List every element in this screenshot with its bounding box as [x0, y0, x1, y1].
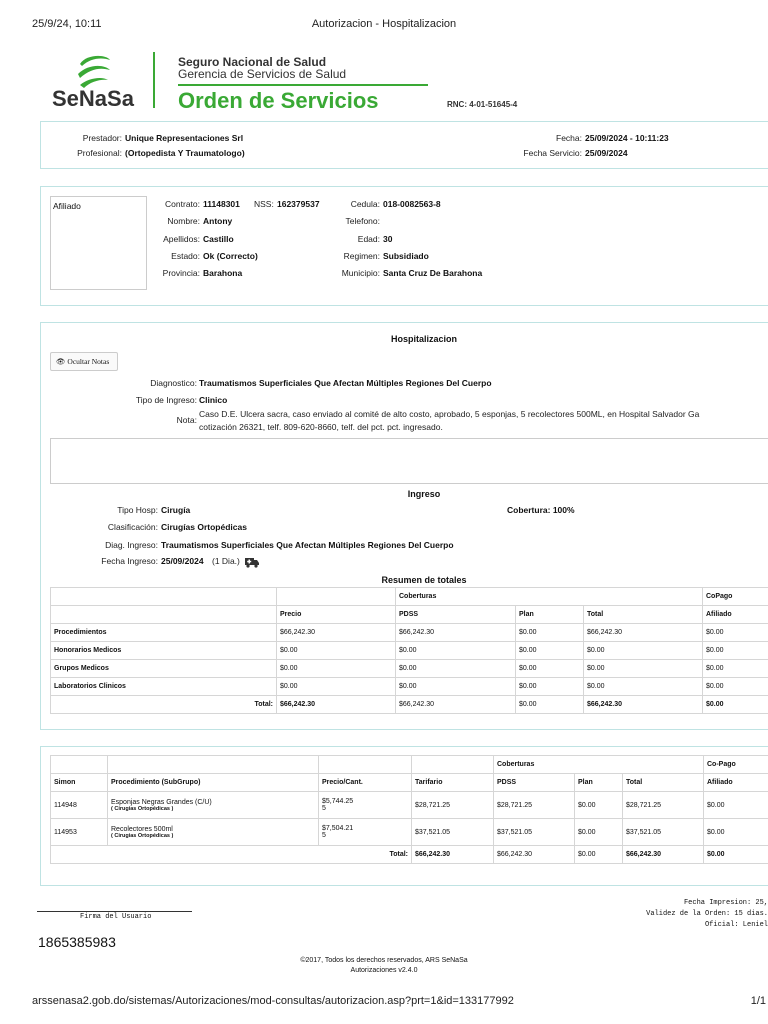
ocultar-notas-label: Ocultar Notas: [67, 357, 110, 366]
procedures-column-header: [51, 774, 768, 792]
col-procedimiento: Procedimiento (SubGrupo): [108, 774, 319, 792]
proc-copago-header: Co-Pago: [704, 756, 768, 774]
clasificacion-value: Cirugías Ortopédicas: [161, 522, 247, 532]
print-datetime: 25/9/24, 10:11: [32, 18, 102, 30]
affiliate-photo: [50, 196, 147, 290]
municipio-label: Municipio:: [341, 268, 380, 278]
table-row: [51, 660, 768, 678]
fecha-servicio-value: 25/09/2024: [585, 148, 628, 158]
proc-total-plan: $0.00: [575, 846, 623, 864]
tipo-ingreso-label: Tipo de Ingreso:: [135, 395, 197, 405]
cell-afiliado: $0.00: [703, 660, 768, 678]
provider-panel: [40, 121, 768, 169]
cell-total: $0.00: [584, 678, 703, 696]
cell-afiliado: $0.00: [704, 792, 768, 819]
col-afiliado: Afiliado: [703, 606, 768, 624]
procedure-name: Recolectores 500ml: [111, 825, 173, 833]
proc-coberturas-header: Coberturas: [494, 756, 704, 774]
total-row: [51, 846, 768, 864]
tipo-ingreso-value: Clinico: [199, 395, 228, 405]
row-name: Laboratorios Clinicos: [51, 678, 277, 696]
cell-plan: $0.00: [575, 819, 623, 846]
resumen-column-header: [51, 606, 768, 624]
eye-icon: 👁: [56, 357, 66, 366]
cell-total: $0.00: [584, 660, 703, 678]
ambulance-icon: [245, 555, 260, 573]
proc-total-tarifario: $66,242.30: [412, 846, 494, 864]
resumen-table: [50, 587, 768, 714]
cell-afiliado: $0.00: [703, 678, 768, 696]
document-title: Orden de Servicios: [178, 88, 379, 113]
row-name: Honorarios Medicos: [51, 642, 277, 660]
telefono-label: Telefono:: [345, 216, 380, 226]
estado-label: Estado:: [171, 251, 200, 261]
col-pdss: PDSS: [494, 774, 575, 792]
apellidos-label: Apellidos:: [163, 234, 200, 244]
cell-pdss: $66,242.30: [396, 624, 516, 642]
table-row: [51, 678, 768, 696]
validez-orden: Validez de la Orden: 15 dias.: [646, 910, 768, 918]
cedula-value: 018-0082563-8: [383, 199, 441, 209]
cell-afiliado: $0.00: [703, 624, 768, 642]
copago-header: CoPago: [703, 588, 768, 606]
cell-pdss: $37,521.05: [494, 819, 575, 846]
cell-precio: $66,242.30: [277, 624, 396, 642]
row-name: Procedimientos: [51, 624, 277, 642]
cell-precio-cant: [319, 792, 412, 819]
cell-pdss: $0.00: [396, 678, 516, 696]
regimen-value: Subsidiado: [383, 251, 429, 261]
cell-tarifario: $37,521.05: [412, 819, 494, 846]
estado-value: Ok (Correcto): [203, 251, 258, 261]
procedure-name: Esponjas Negras Grandes (C/U): [111, 798, 212, 806]
fecha-impresion: Fecha Impresion: 25,: [683, 899, 768, 907]
cell-precio: $0.00: [277, 660, 396, 678]
proc-total-pdss: $66,242.30: [494, 846, 575, 864]
cell-afiliado: $0.00: [704, 819, 768, 846]
firma-label: Firma del Usuario: [80, 913, 152, 921]
diag-ingreso-value: Traumatismos Superficiales Que Afectan Múltiples Regiones Del Cuerpo: [161, 540, 454, 550]
table-row: [51, 792, 768, 819]
profesional-label: Profesional:: [77, 148, 122, 158]
col-total: Total: [623, 774, 704, 792]
profesional-value: (Ortopedista Y Traumatologo): [125, 148, 245, 158]
cobertura-value: 100%: [552, 505, 575, 515]
resumen-title: Resumen de totales: [381, 575, 467, 585]
prestador-label: Prestador:: [82, 133, 122, 143]
cell-procedimiento: [108, 819, 319, 846]
total-afiliado: $0.00: [703, 696, 768, 714]
tipo-hosp-label: Tipo Hosp:: [117, 505, 158, 515]
nota-line-2: cotización 26321, telf. 809-620-8660, telf. del pct. pct. ingresado.: [199, 422, 443, 432]
dias-value: (1 Dia.): [212, 556, 240, 566]
cell-plan: $0.00: [516, 660, 584, 678]
cell-tarifario: $28,721.25: [412, 792, 494, 819]
cell-total: $37,521.05: [623, 819, 704, 846]
print-url: arssenasa2.gob.do/sistemas/Autorizaciones/mod-consultas/autorizacion.asp?prt=1&id=133177992: [32, 995, 514, 1007]
tipo-hosp-value: Cirugía: [161, 505, 191, 515]
print-page-title: Autorizacion - Hospitalizacion: [311, 18, 457, 30]
app-version: Autorizaciones v2.4.0: [350, 967, 418, 974]
org-name: Seguro Nacional de Salud: [178, 55, 327, 69]
cell-afiliado: $0.00: [703, 642, 768, 660]
col-total: Total: [584, 606, 703, 624]
nota-label: Nota:: [176, 415, 197, 425]
fecha-ingreso-value: 25/09/2024: [161, 556, 204, 566]
procedures-table: [50, 755, 768, 864]
hospitalizacion-title: Hospitalizacion: [390, 334, 457, 344]
regimen-label: Regimen:: [343, 251, 380, 261]
cell-pdss: $0.00: [396, 642, 516, 660]
row-name: Grupos Medicos: [51, 660, 277, 678]
contrato-value: 11148301: [203, 199, 240, 209]
cell-plan: $0.00: [516, 624, 584, 642]
provincia-value: Barahona: [203, 268, 243, 278]
diagnostico-value: Traumatismos Superficiales Que Afectan Múltiples Regiones Del Cuerpo: [199, 378, 492, 388]
contrato-label: Contrato:: [165, 199, 200, 209]
title-rule: [178, 84, 428, 86]
procedures-group-header: [51, 756, 768, 774]
col-tarifario: Tarifario: [412, 774, 494, 792]
cedula-label: Cedula:: [350, 199, 380, 209]
notes-textarea[interactable]: [50, 438, 768, 484]
cell-plan: $0.00: [516, 678, 584, 696]
diagnostico-label: Diagnostico:: [150, 378, 197, 388]
copyright: ©2017, Todos los derechos reservados, ARS SeNaSa: [300, 957, 468, 964]
logo-text: SeNaSa: [52, 86, 134, 111]
cell-pdss: $0.00: [396, 660, 516, 678]
org-sub: Gerencia de Servicios de Salud: [178, 67, 347, 81]
coberturas-header: Coberturas: [396, 588, 703, 606]
total-precio: $66,242.30: [277, 696, 396, 714]
cell-simon: 114953: [51, 819, 108, 846]
nota-line-1: Caso D.E. Ulcera sacra, caso enviado al comité de alto costo, aprobado, 5 esponjas, 5 recolectores 500ML, en Hospital Salvador Ga: [199, 409, 700, 419]
provincia-label: Provincia:: [162, 268, 200, 278]
ingreso-title: Ingreso: [407, 489, 441, 499]
print-page-number: 1/1: [750, 995, 766, 1007]
fecha-value: 25/09/2024 - 10:11:23: [585, 133, 669, 143]
signature-line: [37, 911, 192, 912]
procedure-subgroup: ( Cirugias Ortopédicas ): [111, 805, 174, 812]
resumen-group-header: [51, 588, 768, 606]
clasificacion-label: Clasificación:: [107, 522, 158, 532]
col-precio: Precio: [277, 606, 396, 624]
senasa-logo-icon: [72, 52, 116, 90]
cell-precio: $0.00: [277, 642, 396, 660]
proc-total-label: Total:: [51, 846, 412, 864]
municipio-value: Santa Cruz De Barahona: [383, 268, 483, 278]
overlay-number: 1865385983: [38, 934, 116, 950]
proc-total-total: $66,242.30: [623, 846, 704, 864]
fecha-servicio-label: Fecha Servicio:: [523, 148, 582, 158]
cell-total: $66,242.30: [584, 624, 703, 642]
proc-total-afiliado: $0.00: [704, 846, 768, 864]
diag-ingreso-label: Diag. Ingreso:: [105, 540, 158, 550]
col-precio-cant: Precio/Cant.: [319, 774, 412, 792]
procedure-subgroup: ( Cirugias Ortopédicas ): [111, 832, 174, 839]
cell-plan: $0.00: [575, 792, 623, 819]
table-row: [51, 624, 768, 642]
procedure-cant: 5: [322, 832, 326, 839]
total-plan: $0.00: [516, 696, 584, 714]
col-afiliado: Afiliado: [704, 774, 768, 792]
cell-pdss: $28,721.25: [494, 792, 575, 819]
cell-precio: $0.00: [277, 678, 396, 696]
nss-value: 162379537: [277, 199, 320, 209]
apellidos-value: Castillo: [203, 234, 234, 244]
cell-procedimiento: [108, 792, 319, 819]
table-row: [51, 642, 768, 660]
total-row: [51, 696, 768, 714]
cell-total: $0.00: [584, 642, 703, 660]
col-simon: Simon: [51, 774, 108, 792]
edad-label: Edad:: [357, 234, 380, 244]
prestador-value: Unique Representaciones Srl: [125, 133, 244, 143]
col-plan: Plan: [575, 774, 623, 792]
ocultar-notas-button[interactable]: [50, 352, 118, 371]
procedure-precio: $5,744.25: [322, 798, 354, 805]
cobertura-line: [507, 505, 575, 515]
fecha-label: Fecha:: [556, 133, 582, 143]
table-row: [51, 819, 768, 846]
nss-label: NSS:: [254, 199, 274, 209]
nombre-value: Antony: [203, 216, 233, 226]
total-total: $66,242.30: [584, 696, 703, 714]
fecha-ingreso-label: Fecha Ingreso:: [101, 556, 158, 566]
cell-precio-cant: [319, 819, 412, 846]
edad-value: 30: [383, 234, 393, 244]
oficial: Oficial: Leniel: [704, 921, 768, 929]
procedure-precio: $7,504.21: [322, 825, 354, 832]
nombre-label: Nombre:: [167, 216, 200, 226]
header-divider: [153, 52, 155, 108]
col-pdss: PDSS: [396, 606, 516, 624]
procedure-cant: 5: [322, 805, 326, 812]
total-pdss: $66,242.30: [396, 696, 516, 714]
col-plan: Plan: [516, 606, 584, 624]
cell-plan: $0.00: [516, 642, 584, 660]
affiliate-photo-alt: Afiliado: [53, 201, 81, 211]
total-label: Total:: [51, 696, 277, 714]
cell-simon: 114948: [51, 792, 108, 819]
cell-total: $28,721.25: [623, 792, 704, 819]
cobertura-label: Cobertura:: [507, 505, 551, 515]
rnc-number: RNC: 4-01-51645-4: [447, 100, 518, 109]
